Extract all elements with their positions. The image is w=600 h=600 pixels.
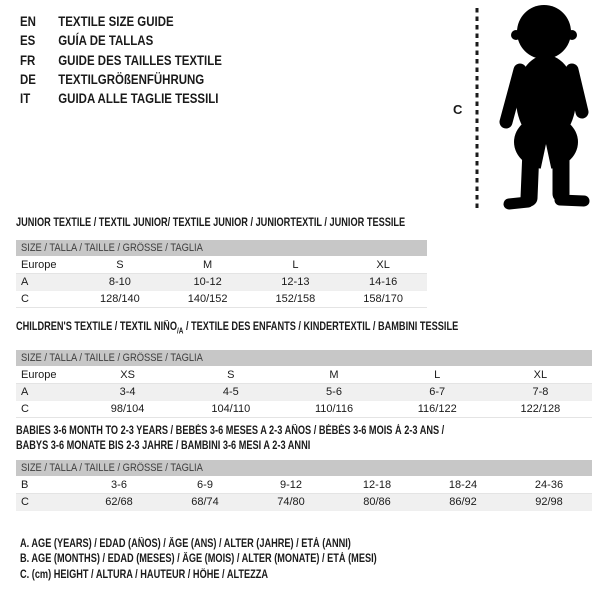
age-cell: 12-13 [281,276,310,288]
age-cell: 6-9 [197,479,213,491]
row-label: C [21,496,29,508]
language-label: GUIDA ALLE TAGLIE TESSILI [58,91,219,107]
table-row-height [16,494,592,511]
babies-title-line2: BABYS 3-6 MONATE BIS 2-3 JAHRE / BAMBINI 3-6 MESI A 2-3 ANNI [16,440,311,452]
height-cell: 104/110 [211,403,251,416]
baby-silhouette [506,5,584,204]
age-cell: 4-5 [222,386,239,399]
babies-title-line1: BABIES 3-6 MONTH TO 2-3 YEARS / BEBÉS 3-6 MESES A 2-3 AÑOS / BÉBÉS 3-6 MOIS À 2-3 ANS / [16,425,445,437]
language-code: ES [20,33,36,49]
table-row-age [16,274,427,291]
row-label: C [21,293,29,305]
childrens-textile-table [16,320,592,418]
language-code: FR [20,52,36,68]
row-label: Europe [21,369,57,382]
size-header-bar [16,460,592,476]
height-cell: 122/128 [520,403,561,416]
height-cell: 110/116 [314,403,354,416]
language-list [20,12,222,108]
language-row-de [20,70,222,89]
age-cell: 6-7 [429,386,446,399]
age-cell: 12-18 [362,479,392,491]
table-row-age [16,384,592,401]
size-cell: L [434,369,441,382]
age-cell: 10-12 [193,276,222,288]
table-row-europe [16,257,427,274]
language-code: IT [20,91,31,107]
title-part: / TEXTILE DES ENFANTS / KINDERTEXTIL / BAMBINI TESSILE [183,321,459,333]
height-cell: 98/104 [110,403,145,416]
height-cell: 92/98 [535,496,563,508]
legend-line-a: A. AGE (YEARS) / EDAD (AÑOS) / ÂGE (ANS) / ALTER (JAHRE) / ETÀ (ANNI) [20,538,351,550]
age-cell: 5-6 [326,386,342,399]
size-header-text: SIZE / TALLA / TAILLE / GRÖSSE / TAGLIA [21,462,203,474]
language-label: GUIDE DES TAILLES TEXTILE [58,52,222,68]
size-header-text: SIZE / TALLA / TAILLE / GRÖSSE / TAGLIA [21,242,203,254]
size-header-text: SIZE / TALLA / TAILLE / GRÖSSE / TAGLIA [21,352,203,365]
table-row-height [16,401,592,418]
height-cell: 68/74 [191,496,219,508]
babies-table-title [16,424,592,454]
height-cell: 116/122 [417,403,457,416]
row-label: Europe [21,259,57,271]
height-cell: 86/92 [449,496,477,508]
junior-textile-table [16,216,427,308]
size-cell: XL [376,259,390,271]
age-cell: 3-6 [111,479,127,491]
age-cell: 8-10 [108,276,131,288]
size-cell: M [203,259,213,271]
size-cell: XS [120,369,135,382]
title-subscript: /A [176,326,184,336]
age-cell: 7-8 [532,386,549,399]
table-row-age-months [16,477,592,494]
language-row-it [20,89,222,108]
height-cell: 152/158 [275,293,316,305]
title-part: CHILDREN'S TEXTILE / TEXTIL NIÑO [16,321,177,333]
age-cell: 14-16 [369,276,398,288]
measurement-figure [440,0,600,215]
language-label: TEXTILGRÖßENFÜHRUNG [58,71,205,87]
language-code: EN [20,14,36,29]
language-row-en [20,12,222,31]
baby-head [517,5,571,59]
language-label: TEXTILE SIZE GUIDE [58,14,174,29]
row-label: A [21,276,29,288]
junior-table-title: JUNIOR TEXTILE / TEXTIL JUNIOR/ TEXTILE JUNIOR / JUNIORTEXTIL / JUNIOR TESSILE [16,217,406,229]
height-cell: 62/68 [105,496,133,508]
age-cell: 9-12 [279,479,303,491]
table-row-height [16,291,427,308]
size-header-bar [16,350,592,366]
size-cell: M [329,369,339,382]
language-row-fr [20,51,222,70]
legend [20,537,466,583]
baby-ear-right [567,30,577,40]
babies-textile-table [16,424,592,511]
legend-line-b: B. AGE (MONTHS) / EDAD (MESES) / ÂGE (MOIS) / ALTER (MONATE) / ETÀ (MESI) [20,553,377,566]
size-cell: S [227,369,235,382]
row-label: C [21,403,29,416]
height-cell: 158/170 [363,293,403,305]
row-label: B [21,479,29,491]
age-cell: 18-24 [448,479,478,491]
language-label: GUÍA DE TALLAS [58,33,154,49]
size-cell: S [116,259,124,271]
baby-silhouette-graphic [440,0,600,215]
row-label: A [21,386,29,399]
language-code: DE [20,71,36,87]
size-header-bar [16,240,427,256]
height-cell: 80/86 [363,496,391,508]
size-cell: XL [533,369,548,382]
height-cell: 140/152 [187,293,228,305]
age-cell: 24-36 [534,479,564,491]
age-cell: 3-4 [119,386,136,399]
table-row-europe [16,367,592,384]
baby-ear-left [511,30,521,40]
height-cell: 128/140 [99,293,140,305]
size-cell: L [292,259,299,271]
legend-line-c: C. (cm) HEIGHT / ALTURA / HAUTEUR / HÖHE / ALTEZZA [20,568,269,581]
height-measure-label: C [453,102,463,117]
height-cell: 74/80 [277,496,305,508]
language-row-es [20,31,222,50]
childrens-table-title [16,320,477,338]
